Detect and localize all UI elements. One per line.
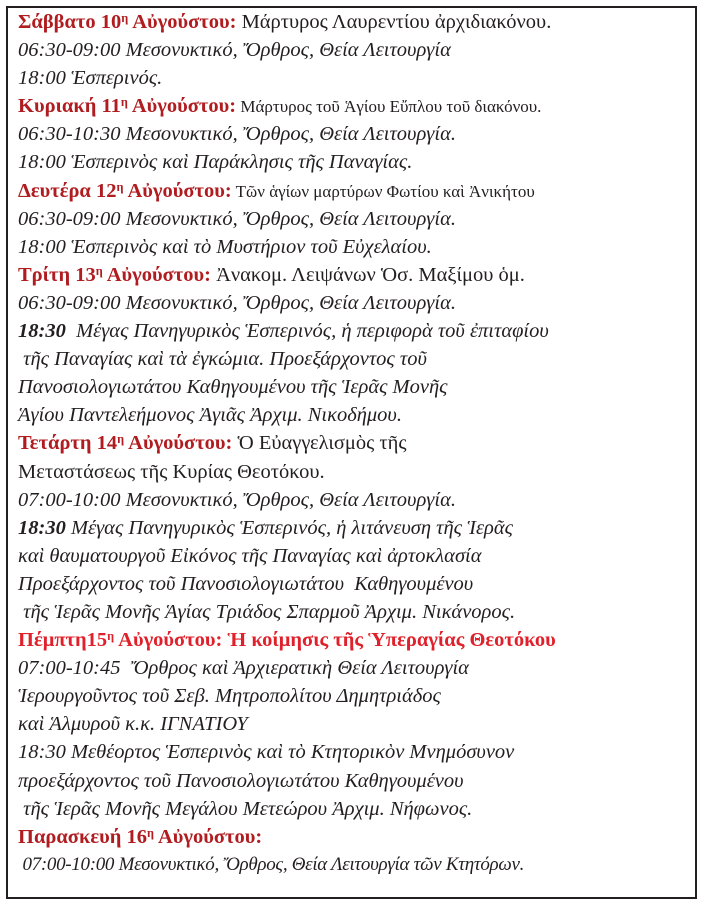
schedule-line: Ἁγίου Παντελεήμονος Ἀγιᾶς Ἀρχιμ. Νικοδήμου.	[18, 404, 402, 427]
schedule-line: 06:30-09:00 Μεσονυκτικό, Ὄρθρος, Θεία Λειτουργία.	[18, 207, 456, 230]
schedule-line: 07:00-10:00 Μεσονυκτικό, Ὄρθρος, Θεία Λειτουργία τῶν Κτητόρων.	[18, 853, 525, 875]
day-label: Παρασκευή $16^\eta$ Αὐγούστου:	[18, 825, 263, 848]
day-heading-wednesday	[18, 429, 698, 457]
day-heading-thursday	[18, 626, 698, 654]
schedule-line: 07:00-10:45 Ὄρθρος καὶ Ἀρχιερατικὴ Θεία Λειτουργία	[18, 657, 469, 680]
day-heading-saturday	[18, 8, 698, 36]
schedule-line: 18:30 Μεθέορτος Ἑσπερινὸς καὶ τὸ Κτητορικὸν Μνημόσυνον	[18, 741, 515, 764]
day-label: Τρίτη $13^\eta$ Αὐγούστου:	[18, 263, 211, 286]
special-text: Μέγας Πανηγυρικὸς Ἑσπερινός, ἡ περιφορὰ τοῦ ἐπιταφίου	[65, 320, 549, 343]
day-heading-sunday	[18, 92, 698, 120]
day-title: Μάρτυρος Λαυρεντίου ἀρχιδιακόνου.	[236, 11, 552, 33]
special-text: Μέγας Πανηγυρικὸς Ἑσπερινός, ἡ λιτάνευση τῆς Ἱερᾶς	[65, 516, 513, 539]
special-time: 18:30	[18, 320, 66, 343]
day-heading-tuesday	[18, 261, 698, 289]
day-label: Τετάρτη $14^\eta$ Αὐγούστου:	[18, 432, 233, 455]
schedule-line: τῆς Ἱερᾶς Μονῆς Ἁγίας Τριάδος Σπαρμοῦ Ἀρχιμ. Νικάνορος.	[18, 600, 516, 623]
schedule-line: Ἱερουργοῦντος τοῦ Σεβ. Μητροπολίτου Δημητριάδος	[18, 685, 441, 708]
day-title: Ἡ κοίμησις τῆς Ὑπεραγίας Θεοτόκου	[222, 629, 556, 652]
schedule-line: καὶ Ἁλμυροῦ κ.κ. ΙΓΝΑΤΙΟΥ	[18, 713, 248, 736]
day-label: $\Pi έ\mu\pi\tau\eta 15^\eta$ Αὐγούστου:	[18, 629, 223, 652]
schedule-line: τῆς Ἱερᾶς Μονῆς Μεγάλου Μετεώρου Ἀρχιμ. Νήφωνος.	[18, 797, 473, 820]
day-title-continued: Μεταστάσεως τῆς Κυρίας Θεοτόκου.	[18, 460, 325, 483]
schedule-line	[18, 514, 698, 542]
schedule-line	[18, 317, 698, 345]
schedule-line: τῆς Παναγίας καὶ τὰ ἐγκώμια. Προεξάρχοντος τοῦ	[18, 348, 427, 371]
schedule-line: 06:30-10:30 Μεσονυκτικό, Ὄρθρος, Θεία Λειτουργία.	[18, 123, 456, 146]
special-time: 18:30	[18, 516, 66, 539]
day-label: Δευτέρα $12^\eta$ Αὐγούστου:	[18, 179, 232, 202]
day-title: Τῶν ἁγίων μαρτύρων Φωτίου καὶ Ἀνικήτου	[231, 181, 535, 201]
day-label: Κυριακή $11^\eta$ Αὐγούστου:	[18, 95, 237, 118]
day-heading-friday	[18, 823, 698, 851]
day-title: Ἀνακομ. Λειψάνων Ὁσ. Μαξίμου ὁμ.	[210, 263, 525, 286]
schedule-content	[18, 8, 698, 879]
schedule-line: καὶ θαυματουργοῦ Εἰκόνος τῆς Παναγίας καὶ ἀρτοκλασία	[18, 544, 482, 567]
schedule-line: Προεξάρχοντος τοῦ Πανοσιολογιωτάτου Καθηγουμένου	[18, 572, 474, 595]
schedule-line: 18:00 Ἑσπερινός.	[18, 67, 163, 90]
schedule-line: Πανοσιολογιωτάτου Καθηγουμένου τῆς Ἱερᾶς Μονῆς	[18, 376, 448, 399]
schedule-line: 06:30-09:00 Μεσονυκτικό, Ὄρθρος, Θεία Λειτουργία.	[18, 291, 456, 314]
schedule-line: 18:00 Ἑσπερινὸς καὶ Παράκλησις τῆς Παναγίας.	[18, 151, 413, 174]
schedule-line: 06:30-09:00 Μεσονυκτικό, Ὄρθρος, Θεία Λειτουργία	[18, 39, 451, 62]
schedule-line: 18:00 Ἑσπερινὸς καὶ τὸ Μυστήριον τοῦ Εὐχελαίου.	[18, 235, 432, 258]
day-title: Μάρτυρος τοῦ Ἁγίου Εὔπλου τοῦ διακόνου.	[236, 97, 542, 117]
schedule-line: προεξάρχοντος τοῦ Πανοσιολογιωτάτου Καθηγουμένου	[18, 769, 464, 792]
day-title: Ὁ Εὐαγγελισμὸς τῆς	[232, 432, 407, 455]
day-heading-monday	[18, 177, 698, 205]
schedule-line: 07:00-10:00 Μεσονυκτικό, Ὄρθρος, Θεία Λειτουργία.	[18, 488, 456, 511]
day-label: Σάββατο $10^\eta$ Αὐγούστου:	[18, 11, 237, 33]
